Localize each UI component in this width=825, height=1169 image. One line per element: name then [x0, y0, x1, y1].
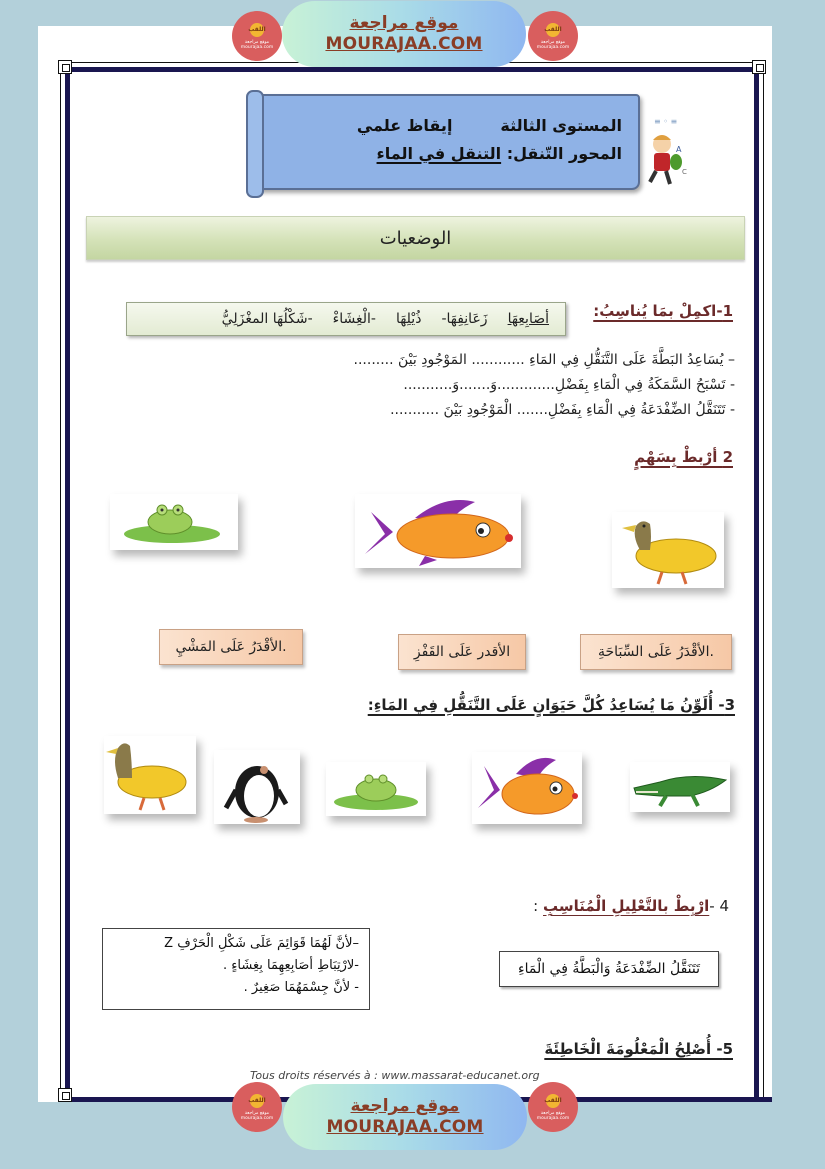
word-bank-item: -الْغِشَاءْ: [332, 311, 376, 327]
border-corner-ornament: [58, 60, 72, 74]
border-corner-ornament: [752, 60, 766, 74]
axis-label: المحور التّنقل:: [506, 144, 622, 163]
svg-text:≡ ◦ ≡: ≡ ◦ ≡: [654, 117, 678, 126]
border-corner-ornament: [58, 1088, 72, 1102]
ability-walking[interactable]: .الأقْدَرُ عَلَى المَشْيِ: [159, 629, 303, 665]
header-scroll-banner: [250, 94, 640, 190]
subject-label: إيقاظ علمي: [356, 116, 453, 135]
student-clipart-icon: [640, 112, 696, 188]
word-bank-item: ذُيْلِهَا: [395, 311, 422, 327]
mourajaa-badge-left: اللقب موقع مراجعة mourajaa.com: [232, 1082, 282, 1132]
book-logo-icon: اللقب: [546, 1094, 560, 1108]
mourajaa-badge-right: اللقب موقع مراجعة mourajaa.com: [528, 1082, 578, 1132]
fish-icon: [472, 752, 582, 824]
crocodile-image[interactable]: [630, 762, 730, 812]
ability-jumping[interactable]: الأقدر عَلَى القَفْزِ: [398, 634, 526, 670]
q3-title: 3- أُلَوِّنُ مَا يُسَاعِدُ كُلَّ حَيَوَانٍ عَلَى التَّنَقُّلِ فِي المَاءِ:: [367, 696, 735, 714]
frog-icon: [326, 762, 426, 816]
fill-in-sentence: - تَتَنَقَّلُ الضِّفْدَعَةُ فِي الْمَاءِ بِفَضْلِ....... الْمَوْجُودِ بَيْنَ ...........: [390, 402, 735, 418]
q4-reasons-box: [102, 928, 370, 1010]
level-label: المستوى الثالثة: [500, 116, 622, 135]
mourajaa-badge-right: اللقب موقع مراجعة mourajaa.com: [528, 11, 578, 61]
book-logo-icon: اللقب: [546, 23, 560, 37]
duck-image: [612, 512, 724, 588]
book-logo-icon: اللقب: [250, 23, 264, 37]
duck-icon: [104, 736, 196, 814]
reason-item[interactable]: -لارْتِبَاطِ أصَابِعِهِمَا بِغِشَاءٍ .: [223, 958, 359, 973]
word-bank-item: -شَكْلُهَا المغْزَلِيُّ: [221, 311, 313, 327]
q1-title: 1-اكمِلْ بمَا يُناسِبُ:: [593, 302, 733, 320]
penguin-image[interactable]: [214, 750, 300, 824]
duck-image[interactable]: [104, 736, 196, 814]
q4-title: 4 -ارْبِطْ بالتَّعْلِيلِ الْمُنَاسِبِ :: [533, 897, 729, 915]
svg-text:C: C: [682, 168, 687, 176]
mourajaa-badge-left: اللقب موقع مراجعة mourajaa.com: [232, 11, 282, 61]
fill-in-sentence: - تَسْبَحُ السَّمَكَةُ فِي الْمَاءِ بِفَضْلِ.............وَ.......وَ...........: [403, 377, 735, 393]
ability-swimming[interactable]: .الأقْدَرُ عَلَى السِّبَاحَةِ: [580, 634, 732, 670]
reason-item[interactable]: –لأنَّ لَهُمَا قَوَائِمَ عَلَى شَكْلِ الْحَرْفِ Z: [164, 936, 359, 951]
mourajaa-watermark-bottom[interactable]: موقع مراجعة MOURAJAA.COM: [283, 1084, 527, 1150]
q5-title: 5- أُصْلِحُ الْمَعْلُومَةَ الْخَاطِئَةَ: [544, 1040, 733, 1058]
fish-image[interactable]: [472, 752, 582, 824]
fish-icon: [355, 494, 521, 568]
frog-image[interactable]: [326, 762, 426, 816]
duck-icon: [612, 512, 724, 588]
frog-image: [110, 494, 238, 550]
mourajaa-watermark-top[interactable]: موقع مراجعة MOURAJAA.COM: [282, 1, 526, 67]
copyright-notice: Tous droits réservés à : www.massarat-educanet.org: [250, 1069, 540, 1082]
q2-title: 2 أرْبطْ بِسَهْمٍ: [634, 448, 733, 466]
section-title-band: [86, 216, 745, 260]
axis-value: التنقل في الماء: [376, 144, 502, 163]
fish-image: [355, 494, 521, 568]
reason-item[interactable]: - لأنَّ جِسْمَهُمَا صَغِيرٌ .: [243, 980, 359, 995]
crocodile-icon: [630, 762, 730, 812]
svg-text:A: A: [676, 145, 682, 154]
q1-sentences: [354, 348, 735, 423]
frog-icon: [110, 494, 238, 550]
book-logo-icon: اللقب: [250, 1094, 264, 1108]
word-bank-item: زَعَانِفِهَا-: [441, 311, 488, 327]
word-bank-item: أصَابِعِهَا: [507, 311, 549, 327]
penguin-icon: [214, 750, 300, 824]
q4-statement-box[interactable]: تَتَنَقَّلُ الضِّفْدَعَةُ وَالْبَطَّةُ فِي الْمَاءِ: [499, 951, 719, 987]
q1-word-bank: [126, 302, 566, 336]
fill-in-sentence: – يُسَاعِدُ البَطَّةَ عَلَى التَّنَقُّلِ فِي المَاءِ ............ المَوْجُودِ بَيْنَ .........: [353, 352, 735, 368]
section-title: الوضعيات: [379, 227, 452, 249]
